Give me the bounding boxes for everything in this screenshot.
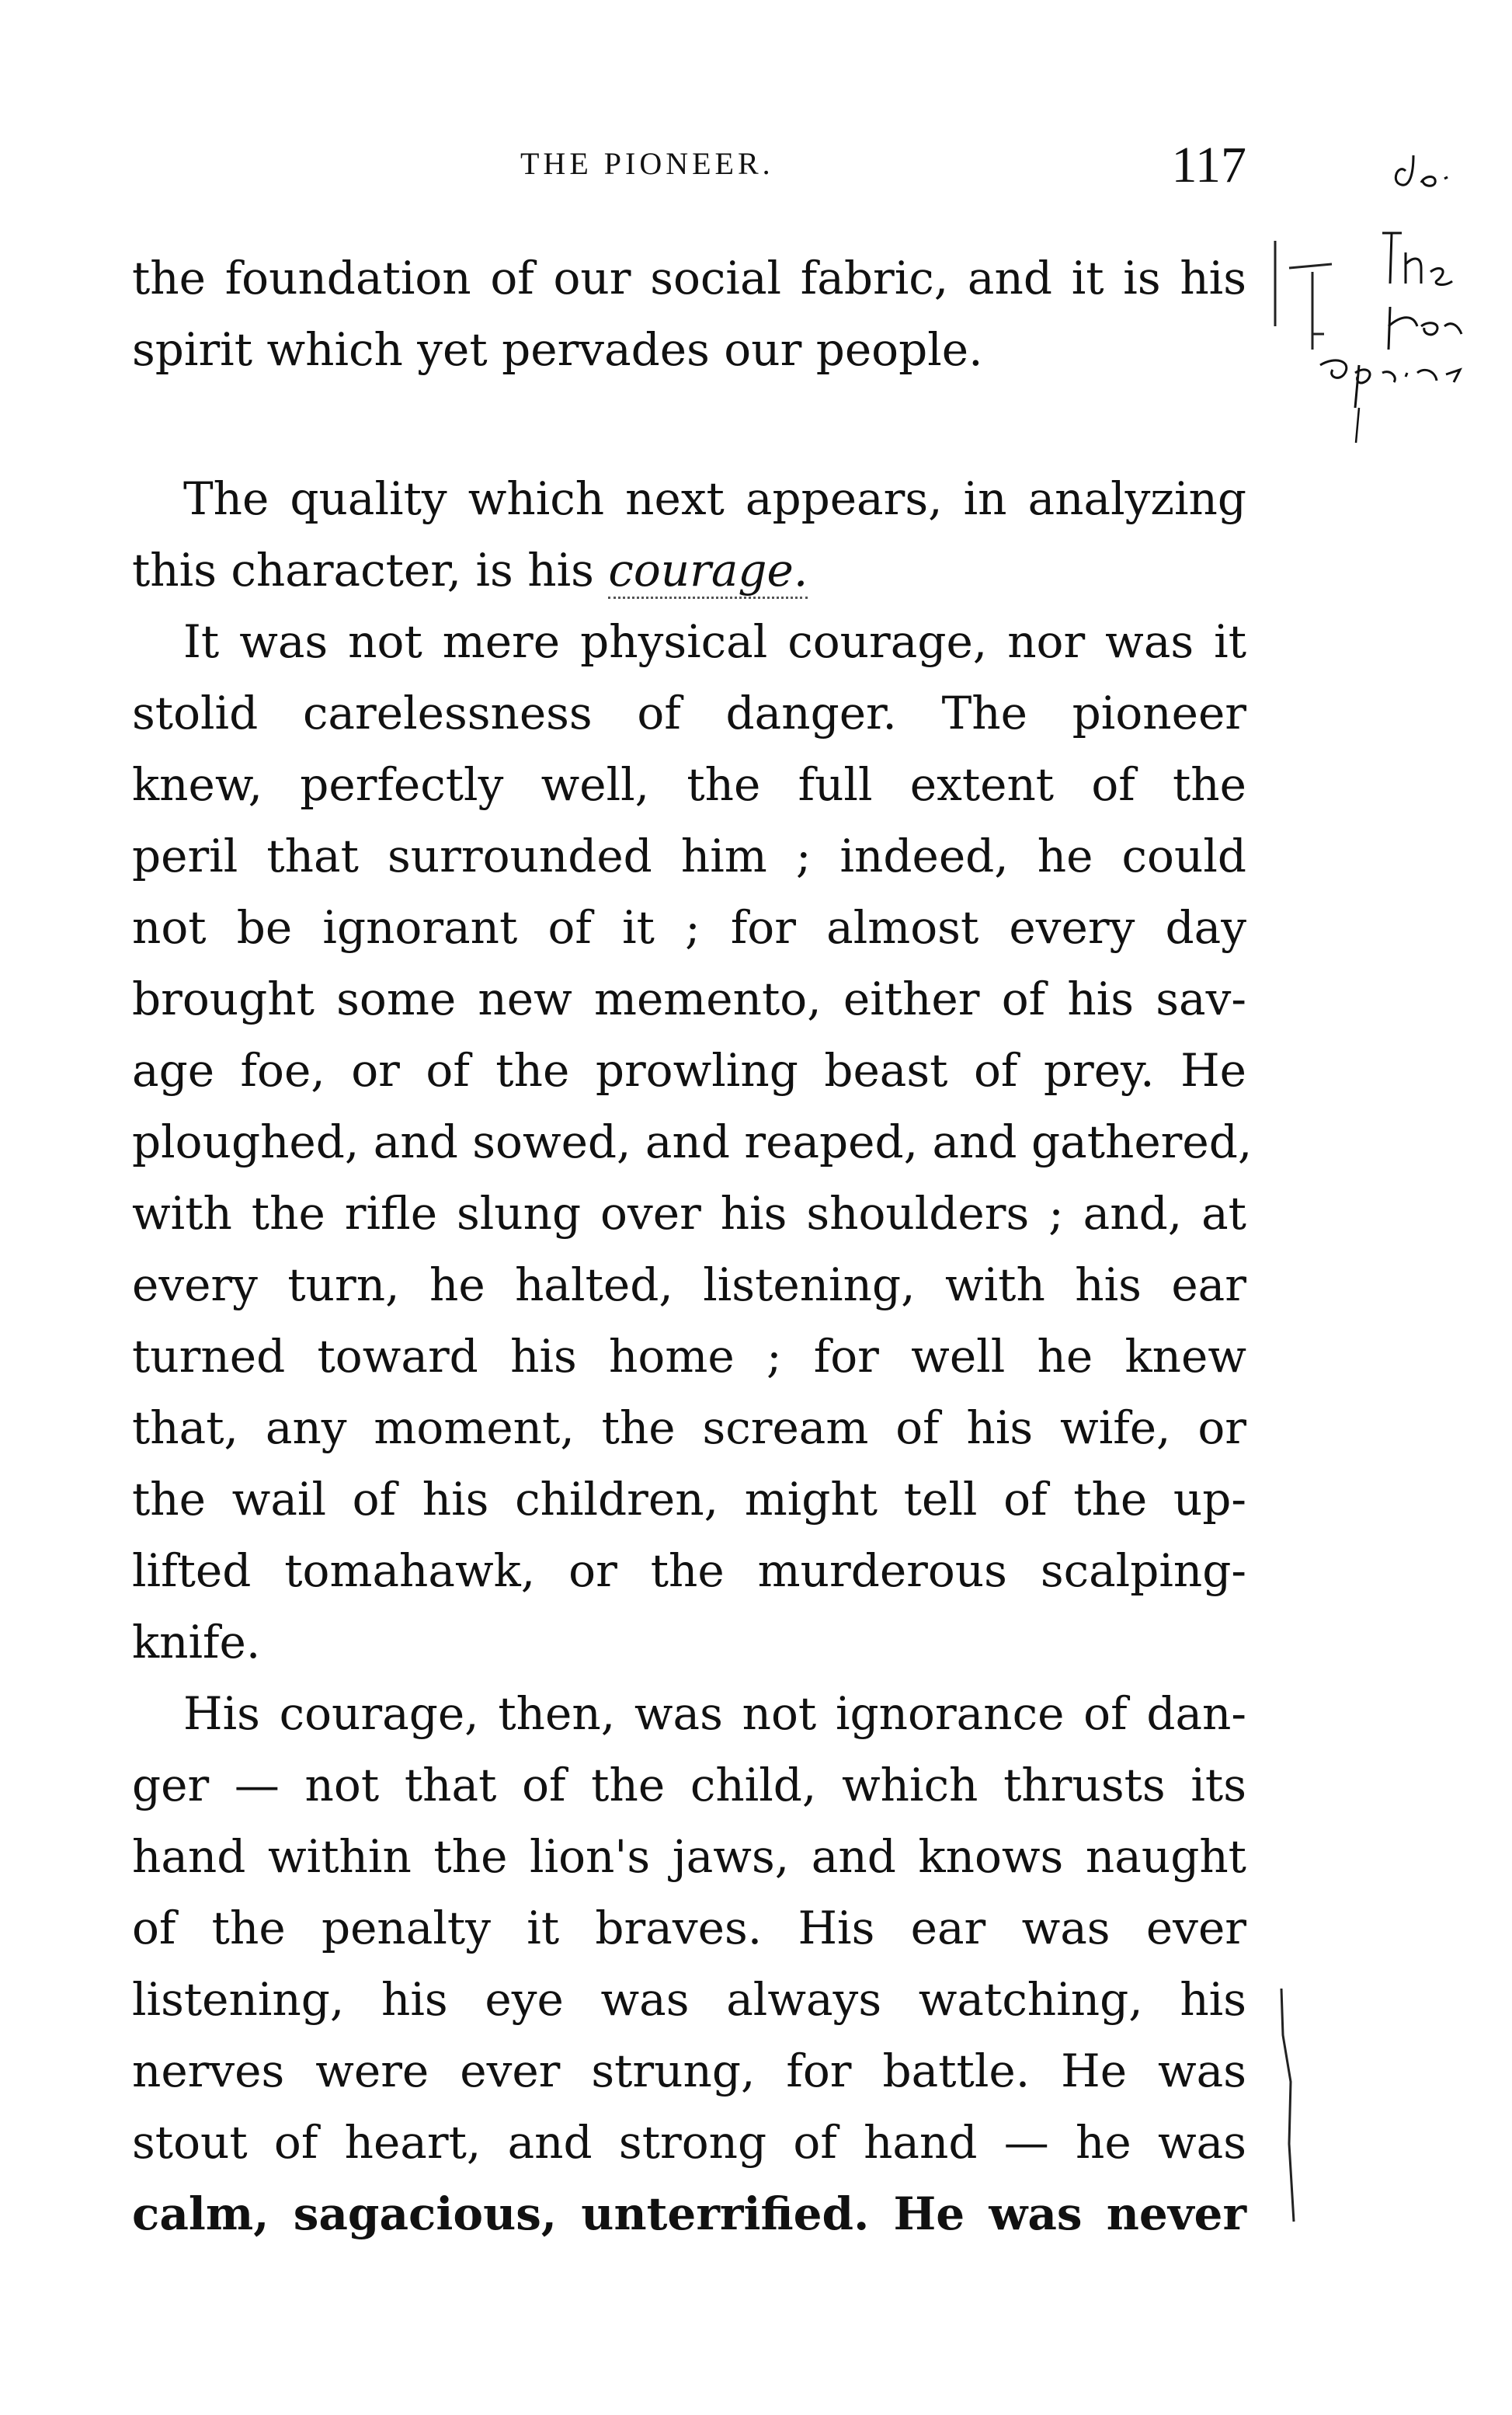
text-line: It was not mere physical courage, nor was it — [183, 615, 1246, 668]
text-line: the foundation of our social fabric, and it is his — [132, 252, 1246, 304]
text-line: age foe, or of the prowling beast of prey. He — [132, 1044, 1246, 1097]
text-line — [132, 534, 1246, 606]
annotation-dash — [1289, 264, 1332, 268]
text-line: hand within the lion's jaws, and knows naught — [132, 1830, 1246, 1883]
text-line: The quality which next appears, in analyzing — [183, 472, 1246, 525]
text-line: knew, perfectly well, the full extent of the — [132, 758, 1246, 811]
annotation-stroke — [1356, 408, 1359, 443]
text-line: the wail of his children, might tell of the up- — [132, 1473, 1246, 1526]
margin-bracket-mark — [1274, 1989, 1320, 2245]
text-line: that, any moment, the scream of his wife, or — [132, 1401, 1246, 1454]
text-line: listening, his eye was always watching, his — [132, 1973, 1246, 2026]
text-line: with the rifle slung over his shoulders ; and, at — [132, 1187, 1246, 1240]
text-line: nerves were ever strung, for battle. He was — [132, 2044, 1246, 2097]
text-line: turned toward his home ; for well he knew — [132, 1330, 1246, 1383]
annotation-stroke — [1320, 360, 1460, 408]
text-line: His courage, then, was not ignorance of dan- — [183, 1687, 1246, 1740]
text-line: peril that surrounded him ; indeed, he could — [132, 830, 1246, 882]
paragraph-gap — [132, 385, 1246, 463]
text-line-prefix: this character, is his — [132, 544, 609, 597]
paragraph — [132, 1678, 1246, 2250]
text-line: lifted tomahawk, or the murderous scalping- — [132, 1544, 1246, 1597]
emphasized-word: courage. — [608, 544, 808, 599]
text-line: every turn, he halted, listening, with his ear — [132, 1258, 1246, 1311]
text-line: stolid carelessness of danger. The pioneer — [132, 687, 1246, 739]
text-line: ger — not that of the child, which thrusts its — [132, 1759, 1246, 1811]
paragraph — [132, 606, 1253, 1678]
text-line: knife. — [132, 1616, 261, 1669]
text-line: ploughed, and sowed, and reaped, and gathered, — [132, 1115, 1253, 1168]
running-head: THE PIONEER. — [520, 146, 774, 181]
annotation-stroke — [1382, 233, 1452, 284]
text-line: brought some new memento, either of his sav- — [132, 973, 1246, 1025]
page-header — [132, 136, 1246, 198]
text-line: calm, sagacious, unterrified. He was never — [132, 2187, 1246, 2240]
text-line: of the penalty it braves. His ear was ever — [132, 1902, 1246, 1954]
annotation-stroke — [1389, 307, 1462, 350]
text-line: stout of heart, and strong of hand — he was — [132, 2116, 1246, 2169]
paragraph — [132, 242, 1246, 385]
page-number: 117 — [1171, 137, 1246, 193]
body-text — [132, 242, 1253, 2250]
annotation-stroke — [1396, 155, 1448, 186]
handwritten-annotation — [1258, 140, 1491, 482]
annotation-bracket-lower — [1312, 272, 1324, 350]
text-line: not be ignorant of it ; for almost every day — [132, 901, 1246, 954]
paragraph — [132, 463, 1246, 606]
text-line: spirit which yet pervades our people. — [132, 323, 983, 376]
